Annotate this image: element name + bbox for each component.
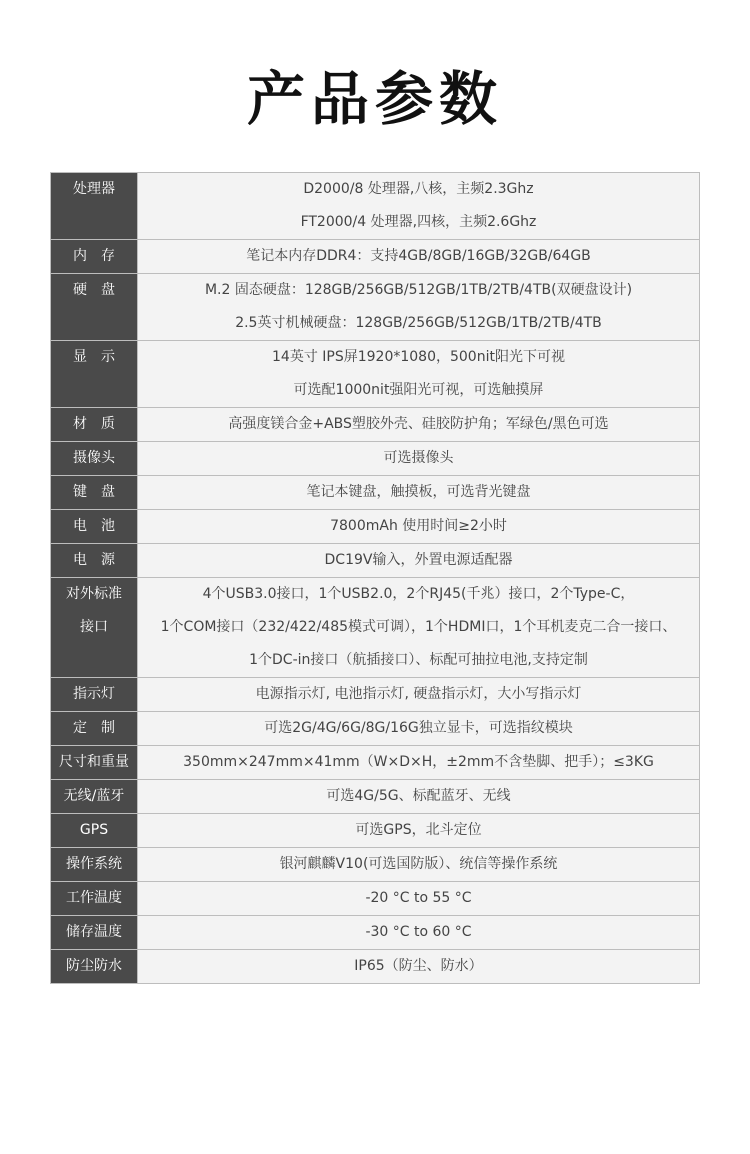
spec-value-line: 可选2G/4G/6G/8G/16G独立显卡，可选指纹模块 (264, 720, 573, 736)
spec-value-line: 7800mAh 使用时间≥2小时 (330, 518, 507, 534)
spec-value-line: 银河麒麟V10(可选国防版）、统信等操作系统 (279, 856, 558, 872)
spec-label (51, 950, 138, 984)
spec-value-line: 可选配1000nit强阳光可视，可选触摸屏 (293, 382, 544, 398)
spec-label (51, 544, 138, 578)
spec-row (51, 746, 700, 780)
spec-label (51, 578, 138, 678)
spec-label-line: 键 盘 (73, 484, 115, 500)
spec-value-line: -20 °C to 55 °C (365, 890, 472, 906)
spec-row (51, 544, 700, 578)
spec-label (51, 173, 138, 240)
spec-row (51, 510, 700, 544)
spec-value (138, 950, 700, 984)
spec-label (51, 678, 138, 712)
spec-value (138, 274, 700, 341)
spec-value-line: 可选GPS，北斗定位 (355, 822, 482, 838)
spec-label-line: GPS (79, 822, 109, 838)
spec-label (51, 476, 138, 510)
spec-row (51, 476, 700, 510)
spec-row (51, 814, 700, 848)
spec-value (138, 678, 700, 712)
spec-value-line: -30 °C to 60 °C (365, 924, 472, 940)
spec-value (138, 341, 700, 408)
spec-value-line: FT2000/4 处理器,四核，主频2.6Ghz (300, 214, 537, 230)
spec-label (51, 274, 138, 341)
spec-value (138, 712, 700, 746)
spec-value (138, 544, 700, 578)
spec-row (51, 780, 700, 814)
spec-label-line: 防尘防水 (66, 958, 122, 974)
spec-label (51, 442, 138, 476)
spec-value-line: 可选4G/5G、标配蓝牙、无线 (326, 788, 511, 804)
spec-value (138, 780, 700, 814)
spec-label-line: 处理器 (73, 181, 115, 197)
spec-label-line: 电 池 (73, 518, 115, 534)
spec-label-line: 尺寸和重量 (59, 754, 129, 770)
spec-label-line: 显 示 (73, 349, 115, 365)
spec-value-line: 可选摄像头 (383, 450, 454, 466)
spec-row (51, 408, 700, 442)
spec-value (138, 173, 700, 240)
spec-value-line: 14英寸 IPS屏1920*1080，500nit阳光下可视 (272, 349, 565, 365)
spec-value (138, 578, 700, 678)
spec-value-line: 1个DC-in接口（航插接口）、标配可抽拉电池,支持定制 (249, 652, 588, 668)
spec-value-line: 高强度镁合金+ABS塑胶外壳、硅胶防护角；军绿色/黑色可选 (228, 416, 609, 432)
spec-value-line: DC19V输入，外置电源适配器 (324, 552, 513, 568)
spec-table (50, 172, 700, 984)
spec-label-line: 储存温度 (66, 924, 122, 940)
spec-row (51, 882, 700, 916)
spec-label (51, 746, 138, 780)
spec-table-body (51, 173, 700, 984)
spec-label (51, 882, 138, 916)
spec-label (51, 408, 138, 442)
spec-row (51, 916, 700, 950)
spec-value-line: M.2 固态硬盘：128GB/256GB/512GB/1TB/2TB/4TB(双硬盘设计) (204, 282, 633, 298)
spec-row (51, 173, 700, 240)
spec-label (51, 341, 138, 408)
spec-label (51, 814, 138, 848)
spec-row (51, 678, 700, 712)
spec-label (51, 240, 138, 274)
spec-value-line: 笔记本键盘，触摸板，可选背光键盘 (306, 484, 531, 500)
spec-label-line: 对外标准 (66, 586, 122, 602)
spec-value (138, 848, 700, 882)
spec-label-line: 定 制 (73, 720, 115, 736)
spec-label (51, 848, 138, 882)
spec-value-line: 1个COM接口（232/422/485模式可调），1个HDMI口，1个耳机麦克二合一接口、 (160, 619, 677, 635)
spec-label-line: 硬 盘 (73, 282, 115, 298)
spec-label (51, 712, 138, 746)
spec-value-line: IP65（防尘、防水） (354, 958, 483, 974)
spec-value-line: 电源指示灯, 电池指示灯, 硬盘指示灯，大小写指示灯 (255, 686, 582, 702)
spec-label-line: 无线/蓝牙 (63, 788, 125, 804)
spec-value-line: D2000/8 处理器,八核，主频2.3Ghz (303, 181, 534, 197)
spec-value-line: 350mm×247mm×41mm（W×D×H，±2mm不含垫脚、把手）；≤3KG (183, 754, 654, 770)
spec-value-line: 笔记本内存DDR4：支持4GB/8GB/16GB/32GB/64GB (246, 248, 591, 264)
spec-value (138, 916, 700, 950)
spec-label-line: 接口 (80, 619, 108, 635)
spec-value-line: 4个USB3.0接口，1个USB2.0，2个RJ45(千兆）接口，2个Type-C， (202, 586, 635, 602)
spec-row (51, 274, 700, 341)
spec-label (51, 780, 138, 814)
spec-value (138, 442, 700, 476)
spec-label-line: 内 存 (73, 248, 115, 264)
spec-row (51, 341, 700, 408)
spec-value (138, 476, 700, 510)
spec-label-line: 材 质 (73, 416, 115, 432)
spec-label-line: 指示灯 (73, 686, 115, 702)
spec-row (51, 442, 700, 476)
spec-row (51, 848, 700, 882)
spec-label (51, 916, 138, 950)
spec-value (138, 882, 700, 916)
spec-row (51, 712, 700, 746)
spec-label-line: 摄像头 (73, 450, 115, 466)
spec-row (51, 578, 700, 678)
spec-value-line: 2.5英寸机械硬盘：128GB/256GB/512GB/1TB/2TB/4TB (235, 315, 602, 331)
spec-label-line: 操作系统 (66, 856, 122, 872)
spec-value (138, 240, 700, 274)
spec-value (138, 408, 700, 442)
spec-value (138, 746, 700, 780)
spec-row (51, 950, 700, 984)
spec-value (138, 814, 700, 848)
spec-value (138, 510, 700, 544)
spec-row (51, 240, 700, 274)
spec-label-line: 工作温度 (66, 890, 122, 906)
page-title: 产品参数 (246, 65, 503, 133)
spec-label-line: 电 源 (73, 552, 115, 568)
spec-label (51, 510, 138, 544)
